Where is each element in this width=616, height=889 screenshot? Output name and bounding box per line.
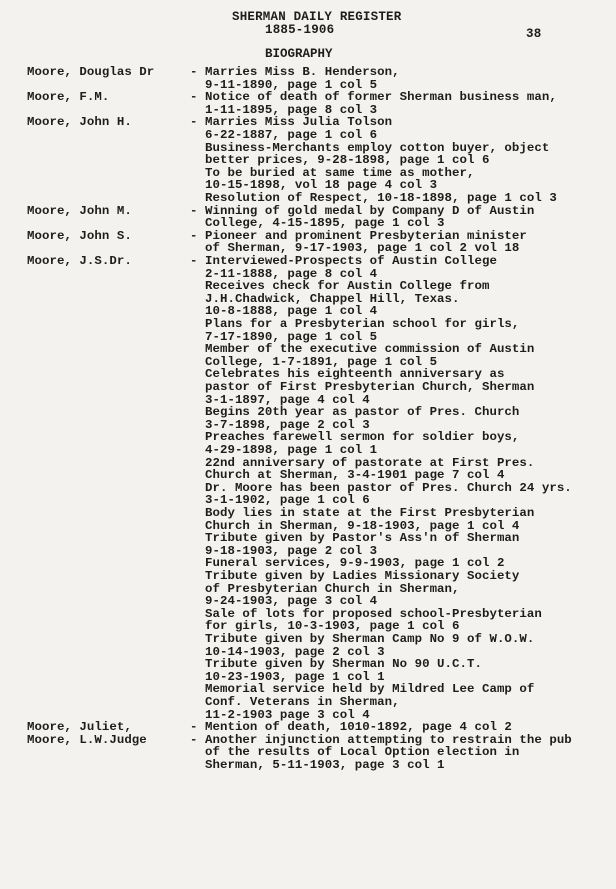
entry-dash: -: [190, 254, 198, 268]
entry-text-line: Begins 20th year as pastor of Pres. Church: [205, 405, 520, 420]
entry-name: Moore, John H.: [27, 115, 132, 130]
entry-text-line: Conf. Veterans in Sherman,: [205, 695, 400, 709]
entry-text-line: 10-8-1888, page 1 col 4: [205, 304, 378, 319]
entry-text-line: Funeral services, 9-9-1903, page 1 col 2: [205, 556, 505, 571]
register-title: SHERMAN DAILY REGISTER: [232, 10, 402, 24]
entry-text-line: Marries Miss Julia Tolson: [205, 115, 393, 130]
entry-text-line: 9-11-1890, page 1 col 5: [205, 77, 378, 92]
entry-text-line: Tribute given by Pastor's Ass'n of Sherman: [205, 531, 520, 546]
entry-text-line: Dr. Moore has been pastor of Pres. Church 24 yrs.: [205, 480, 572, 495]
entry-dash: -: [190, 228, 198, 243]
entry-name: Moore, Douglas Dr: [27, 65, 155, 79]
page-number: 38: [526, 27, 542, 41]
entry-name: Moore, John M.: [27, 203, 132, 218]
entry-dash: -: [190, 65, 198, 79]
entry-name: Moore, F.M.: [27, 90, 110, 105]
entry-text-line: 6-22-1887, page 1 col 6: [205, 128, 378, 142]
entry-text-line: of the results of Local Option election in: [205, 745, 520, 760]
entry-text-line: Tribute given by Sherman No 90 U.C.T.: [205, 657, 482, 672]
entry-text-line: Another injunction attempting to restrain the pub: [205, 732, 572, 747]
entry-text-line: 9-18-1903, page 2 col 3: [205, 543, 378, 558]
entry-text-line: Plans for a Presbyterian school for girls,: [205, 317, 520, 331]
entry-text-line: To be buried at same time as mother,: [205, 165, 475, 180]
entry-dash: -: [190, 90, 198, 105]
entry-text-line: Sherman, 5-11-1903, page 3 col 1: [205, 758, 445, 772]
entry-text-line: Memorial service held by Mildred Lee Camp of: [205, 682, 535, 697]
entry-dash: -: [190, 115, 198, 130]
entry-text-line: Resolution of Respect, 10-18-1898, page 1 col 3: [205, 191, 557, 205]
entry-text-line: Tribute given by Sherman Camp No 9 of W.O.W.: [205, 632, 535, 646]
entry-text-line: of Sherman, 9-17-1903, page 1 col 2 vol 18: [205, 241, 520, 256]
entry-text-line: better prices, 9-28-1898, page 1 col 6: [205, 153, 490, 168]
entry-text-line: Preaches farewell sermon for soldier boys,: [205, 430, 520, 445]
entry-text-line: 2-11-1888, page 8 col 4: [205, 266, 378, 281]
entry-text-line: Tribute given by Ladies Missionary Society: [205, 569, 520, 583]
entry-text-line: of Presbyterian Church in Sherman,: [205, 581, 460, 596]
entry-text-line: 22nd anniversary of pastorate at First Pres.: [205, 455, 535, 470]
section-heading: BIOGRAPHY: [265, 47, 333, 61]
entry-text-line: Sale of lots for proposed school-Presbyterian: [205, 606, 542, 621]
entry-text-line: 10-23-1903, page 1 col 1: [205, 669, 385, 684]
entry-text-line: 10-14-1903, page 2 col 3: [205, 644, 385, 659]
entry-text-line: Marries Miss B. Henderson,: [205, 65, 400, 79]
entry-text-line: 3-1-1902, page 1 col 6: [205, 493, 370, 508]
entry-text-line: 10-15-1898, vol 18 page 4 col 3: [205, 178, 438, 193]
entry-name: Moore, Juliet,: [27, 720, 132, 735]
entry-text-line: J.H.Chadwick, Chappel Hill, Texas.: [205, 291, 460, 306]
entry-text-line: College, 4-15-1895, page 1 col 3: [205, 216, 445, 231]
entry-name: Moore, John S.: [27, 228, 132, 243]
entry-text-line: 11-2-1903 page 3 col 4: [205, 707, 370, 722]
entry-text-line: Business-Merchants employ cotton buyer, object: [205, 140, 550, 155]
entry-text-line: 7-17-1890, page 1 col 5: [205, 329, 378, 344]
entry-text-line: 9-24-1903, page 3 col 4: [205, 594, 378, 609]
register-years: 1885-1906: [265, 23, 335, 37]
entry-text-line: Interviewed-Prospects of Austin College: [205, 254, 497, 268]
entry-dash: -: [190, 732, 198, 747]
entry-text-line: Winning of gold medal by Company D of Austin: [205, 203, 535, 218]
entry-dash: -: [190, 720, 198, 735]
entry-text-line: Celebrates his eighteenth anniversary as: [205, 367, 505, 382]
entry-name: Moore, J.S.Dr.: [27, 254, 132, 268]
entry-text-line: for girls, 10-3-1903, page 1 col 6: [205, 619, 460, 634]
entry-text-line: 3-1-1897, page 4 col 4: [205, 392, 370, 407]
entry-name: Moore, L.W.Judge: [27, 732, 147, 747]
entry-text-line: Receives check for Austin College from: [205, 279, 490, 294]
entry-text-line: 3-7-1898, page 2 col 3: [205, 417, 370, 432]
entry-text-line: Church at Sherman, 3-4-1901 page 7 col 4: [205, 468, 505, 483]
entry-text-line: Pioneer and prominent Presbyterian minister: [205, 228, 527, 243]
entry-text-line: 4-29-1898, page 1 col 1: [205, 443, 378, 457]
entry-text-line: 1-11-1895, page 8 col 3: [205, 102, 378, 117]
entry-text-line: Notice of death of former Sherman business man,: [205, 90, 557, 105]
entry-text-line: pastor of First Presbyterian Church, Sherman: [205, 380, 535, 394]
entry-text-line: Body lies in state at the First Presbyterian: [205, 506, 535, 520]
entry-text-line: College, 1-7-1891, page 1 col 5: [205, 354, 438, 369]
entry-text-line: Member of the executive commission of Austin: [205, 342, 535, 357]
entry-text-line: Mention of death, 1010-1892, page 4 col 2: [205, 720, 512, 735]
entry-text-line: Church in Sherman, 9-18-1903, page 1 col 4: [205, 518, 520, 533]
entry-dash: -: [190, 203, 198, 218]
